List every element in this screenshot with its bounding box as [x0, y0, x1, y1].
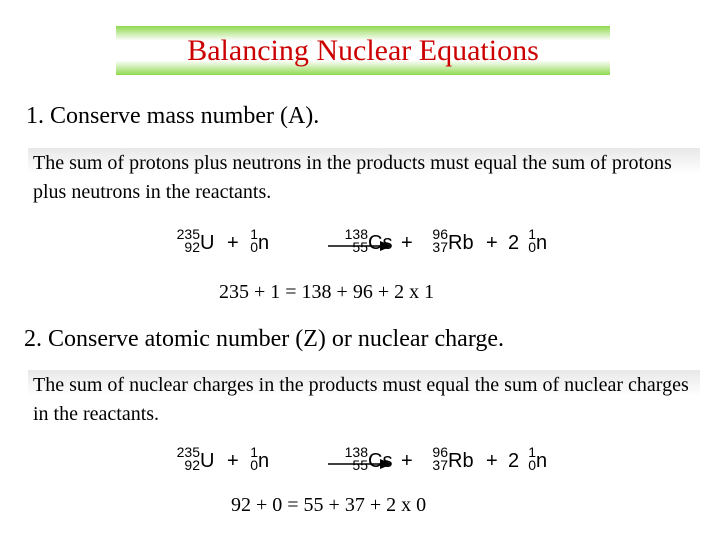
- rubidium-atomic-number: 37: [432, 457, 448, 473]
- rubidium-mass-number: 96: [432, 226, 448, 242]
- neutron-atomic-number: 0: [250, 239, 258, 255]
- plus-sign: +: [401, 232, 413, 254]
- neutron-symbol: n: [258, 232, 270, 254]
- uranium-symbol: U: [200, 232, 215, 254]
- rule-2-description-box: [28, 370, 700, 428]
- neutron-symbol: n: [536, 232, 548, 254]
- neutron-coefficient: 2: [508, 450, 520, 472]
- neutron-atomic-number: 0: [250, 457, 258, 473]
- neutron-symbol: n: [258, 450, 270, 472]
- neutron-atomic-number: 0: [528, 239, 536, 255]
- rule-1-heading: 1. Conserve mass number (A).: [26, 103, 320, 129]
- plus-sign: +: [486, 450, 498, 472]
- cesium-atomic-number: 55: [352, 457, 368, 473]
- neutron-atomic-number: 0: [528, 457, 536, 473]
- rule-2-heading: 2. Conserve atomic number (Z) or nuclear charge.: [24, 326, 505, 352]
- page-title: Balancing Nuclear Equations: [187, 33, 539, 67]
- cesium-atomic-number: 55: [352, 239, 368, 255]
- cesium-symbol: Cs: [368, 450, 393, 472]
- uranium-mass-number: 235: [176, 226, 200, 242]
- title-banner: [116, 26, 610, 75]
- neutron-mass-number: 1: [250, 444, 258, 460]
- uranium-atomic-number: 92: [184, 239, 200, 255]
- rubidium-atomic-number: 37: [432, 239, 448, 255]
- plus-sign: +: [401, 450, 413, 472]
- rubidium-symbol: Rb: [448, 232, 474, 254]
- plus-sign: +: [227, 232, 239, 254]
- neutron-mass-number: 1: [528, 444, 536, 460]
- neutron-coefficient: 2: [508, 232, 520, 254]
- plus-sign: +: [227, 450, 239, 472]
- cesium-mass-number: 138: [344, 226, 368, 242]
- cesium-symbol: Cs: [368, 232, 393, 254]
- rubidium-mass-number: 96: [432, 444, 448, 460]
- rule-1-description: The sum of protons plus neutrons in the products must equal the sum of protons plus neutrons in the reactants.: [33, 152, 672, 203]
- neutron-mass-number: 1: [528, 226, 536, 242]
- cesium-mass-number: 138: [344, 444, 368, 460]
- plus-sign: +: [486, 232, 498, 254]
- neutron-symbol: n: [536, 450, 548, 472]
- neutron-mass-number: 1: [250, 226, 258, 242]
- uranium-symbol: U: [200, 450, 215, 472]
- mass-number-sum: 235 + 1 = 138 + 96 + 2 x 1: [219, 281, 435, 303]
- uranium-atomic-number: 92: [184, 457, 200, 473]
- uranium-mass-number: 235: [176, 444, 200, 460]
- rule-2-description: The sum of nuclear charges in the products must equal the sum of nuclear charges in the reactants.: [33, 374, 689, 425]
- atomic-number-sum: 92 + 0 = 55 + 37 + 2 x 0: [231, 494, 427, 516]
- rule-1-description-box: [28, 148, 700, 206]
- rubidium-symbol: Rb: [448, 450, 474, 472]
